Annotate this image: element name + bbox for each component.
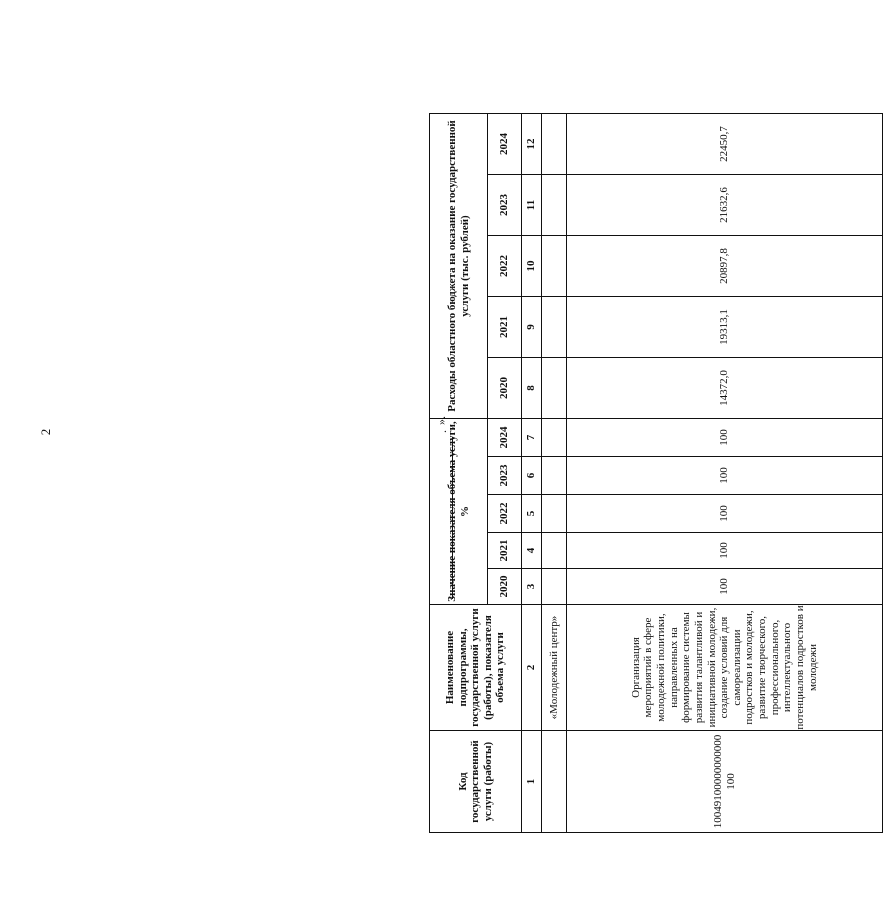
column-number: 7 [522, 419, 542, 457]
header-volume-group: Значение показателя объема услуги, % [430, 419, 488, 605]
budget-value: 14372,0 [567, 358, 883, 419]
year-header: 2023 [488, 457, 522, 495]
year-header: 2023 [488, 175, 522, 236]
column-number: 9 [522, 297, 542, 358]
budget-table [429, 113, 883, 833]
budget-value: 22450,7 [567, 114, 883, 175]
year-header: 2022 [488, 495, 522, 533]
year-header: 2020 [488, 569, 522, 605]
volume-value: 100 [567, 569, 883, 605]
column-number: 1 [522, 731, 542, 833]
column-number: 4 [522, 533, 542, 569]
dot-mark: . [435, 430, 449, 433]
empty-cell [542, 731, 567, 833]
year-header: 2024 [488, 114, 522, 175]
column-number: 10 [522, 236, 542, 297]
column-number: 2 [522, 605, 542, 731]
year-header: 2022 [488, 236, 522, 297]
header-name: Наименование подпрограммы, государственной услуги (работы), показателя объема услуги [430, 605, 522, 731]
year-header: 2021 [488, 533, 522, 569]
year-header: 2021 [488, 297, 522, 358]
table-row [567, 114, 883, 833]
service-code: 10049100000000000100 [567, 731, 883, 833]
year-header: 2020 [488, 358, 522, 419]
budget-value: 21632,6 [567, 175, 883, 236]
column-number: 3 [522, 569, 542, 605]
column-number: 11 [522, 175, 542, 236]
signature-line [452, 437, 453, 599]
closing-quote: ». [434, 416, 448, 425]
header-code: Код государственной услуги (работы) [430, 731, 522, 833]
column-number: 8 [522, 358, 542, 419]
section-title: «Молодежный центр» [542, 605, 567, 731]
budget-value: 20897,8 [567, 236, 883, 297]
volume-value: 100 [567, 419, 883, 457]
volume-value: 100 [567, 457, 883, 495]
column-number: 5 [522, 495, 542, 533]
service-name: Организация мероприятий в сфере молодежной политики, направленных на формирование системы развития талантливой и инициативной молодежи, создание условий для самореализации подростков и молодежи, развитие творческого, профессионального, интеллектуального потенциалов подростков и молодежи [567, 605, 883, 731]
volume-value: 100 [567, 533, 883, 569]
column-number: 12 [522, 114, 542, 175]
column-number: 6 [522, 457, 542, 495]
volume-value: 100 [567, 495, 883, 533]
header-budget-group: Расходы областного бюджета на оказание государственной услуги (тыс. рублей) [430, 114, 488, 419]
page-number: 2 [38, 428, 53, 436]
budget-value: 19313,1 [567, 297, 883, 358]
year-header: 2024 [488, 419, 522, 457]
